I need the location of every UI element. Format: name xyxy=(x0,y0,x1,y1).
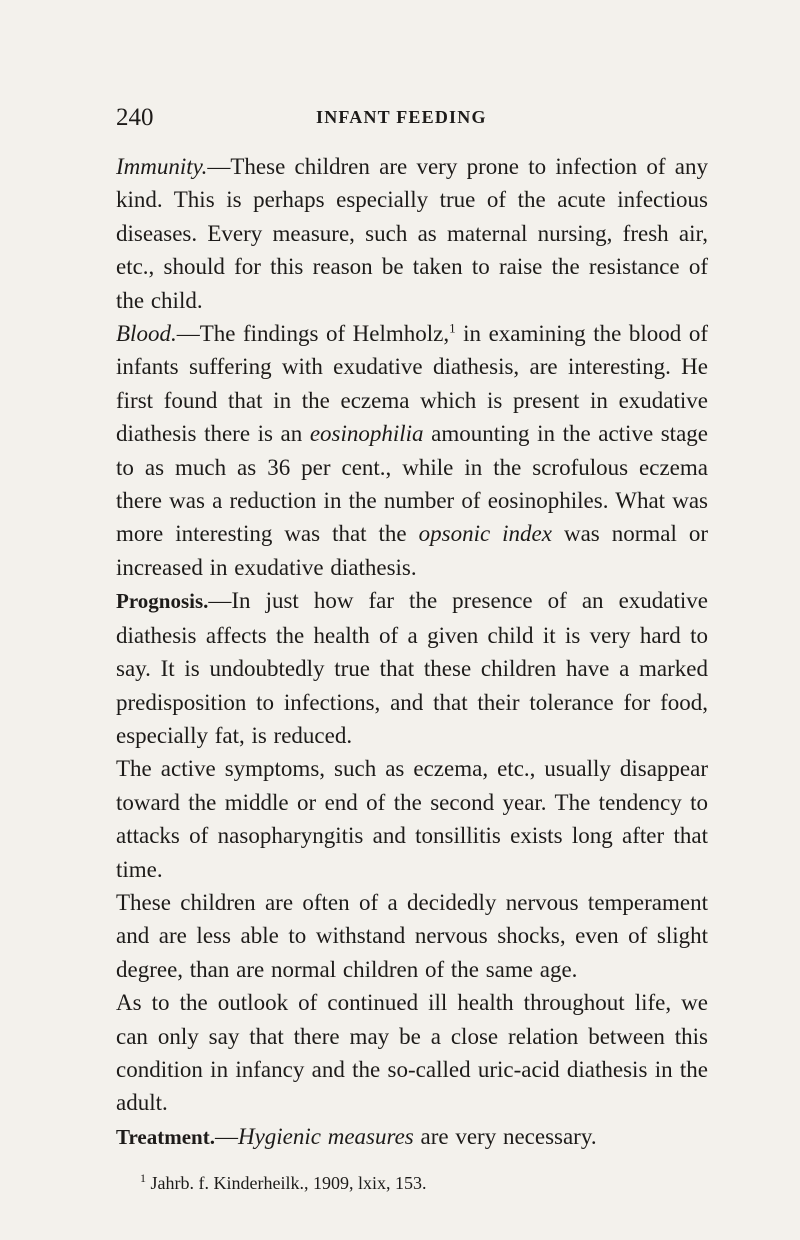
heading-blood: Blood. xyxy=(116,321,177,347)
treatment-text: are very necessary. xyxy=(413,1123,597,1149)
heading-treatment: Treatment. xyxy=(116,1124,215,1149)
body-text xyxy=(116,150,708,1154)
term-opsonic-index: opsonic index xyxy=(418,521,552,547)
term-eosinophilia: eosinophilia xyxy=(309,421,424,447)
blood-text-3: amounting in the active stage to as much as 36 per cent., while in the scrofulous eczema there was a reduction in the number of eosinophiles. What was more interesting was that the xyxy=(116,421,708,547)
heading-immunity: Immunity. xyxy=(116,154,208,179)
blood-text-4: was normal or increased in exudative diathesis. xyxy=(116,521,708,580)
treatment-dash: — xyxy=(214,1123,238,1149)
paragraph-treatment xyxy=(116,1120,708,1154)
footnote xyxy=(140,1172,700,1194)
paragraph-blood xyxy=(116,317,708,584)
paragraph-immunity xyxy=(116,150,708,317)
prognosis-text: —In just how far the presence of an exudative diathesis affects the health of a given child it is very hard to say. It is undoubtedly true that these children have a marked predisposition to infections, and that their tolerance for food, especially fat, is reduced. xyxy=(116,588,708,748)
footnote-text: Jahrb. f. Kinderheilk., 1909, lxix, 153. xyxy=(146,1173,427,1193)
blood-text-2: in examining the blood of infants suffering with exudative diathesis, are interesting. He first found that in the eczema which is present in exudative diathesis there is an xyxy=(116,321,708,447)
footnote-reference: 1 xyxy=(449,320,456,336)
page-number: 240 xyxy=(116,104,154,131)
term-hygienic-measures: Hygienic measures xyxy=(237,1123,414,1149)
blood-text-1: —The findings of Helmholz, xyxy=(176,321,450,347)
immunity-text: —These children are very prone to infection of any kind. This is perhaps especially true of the acute infectious diseases. Every measure, such as maternal nursing, fresh air, etc., should for this reason be taken to raise the resistance of the child. xyxy=(116,154,708,313)
heading-prognosis: Prognosis. xyxy=(116,589,209,614)
paragraph-outlook: As to the outlook of continued ill health throughout life, we can only say that there may be a close relation between this condition in infancy and the so-called uric-acid diathesis in the adult. xyxy=(116,990,708,1116)
footnote-mark: 1 xyxy=(140,1171,146,1185)
paragraph-temperament: These children are often of a decidedly nervous temperament and are less able to withstand nervous shocks, even of slight degree, than are normal children of the same age. xyxy=(116,889,708,982)
paragraph-symptoms: The active symptoms, such as eczema, etc., usually disappear toward the middle or end of the second year. The tendency to attacks of nasopharyngitis and tonsillitis exists long after that time. xyxy=(116,756,708,882)
paragraph-prognosis xyxy=(116,584,708,752)
page-header xyxy=(116,104,716,134)
running-head: INFANT FEEDING xyxy=(316,107,487,127)
